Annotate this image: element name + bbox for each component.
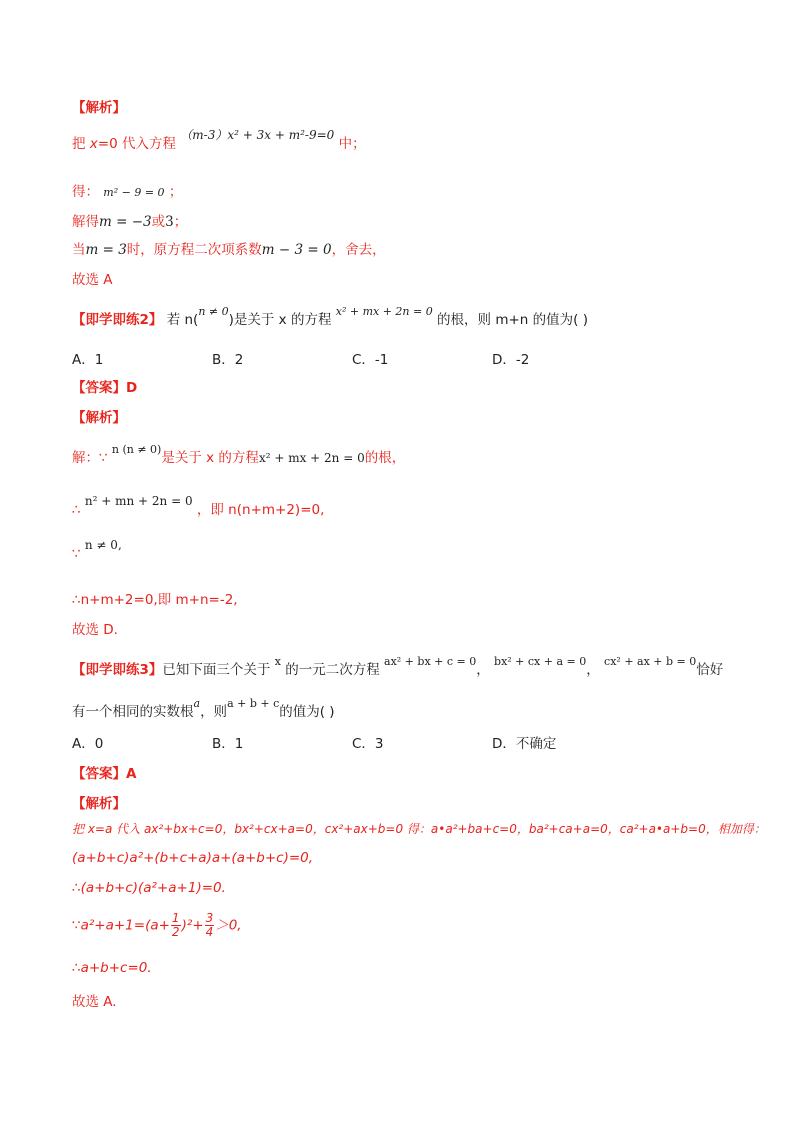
text: 当 [72,242,86,258]
q2-solution-line-2 [72,494,325,518]
question-3-cont [72,697,335,720]
question-tag: 【即学即练3】 [72,662,163,678]
text: 或 [151,214,166,230]
numerator: 1 [171,911,180,925]
q3-solution-line-3: ∴(a+b+c)(a²+a+1)=0. [72,880,226,896]
option-b: B．1 [212,736,244,752]
text: )是关于 x 的方程 [228,312,332,328]
text: 的值为( ) [279,704,335,720]
text: 的根， [364,450,406,466]
text: ， [586,662,600,678]
text: ； [173,214,188,230]
text: 有一个相同的实数根 [72,704,194,720]
denominator: 2 [171,925,180,939]
option-d: D．-2 [492,352,530,368]
text: 把 [72,136,90,152]
equation-2: bx² + cx + a = 0 [494,655,587,668]
text: ，舍去， [331,242,386,258]
q3-solution-line-5: ∴a+b+c=0. [72,960,152,976]
q3-solution-line-1: 把 x=a 代入 ax²+bx+c=0，bx²+cx+a=0，cx²+ax+b=0 得：a•a²+ba+c=0，ba²+ca+a=0，ca²+a•a+b=0，相加得： [72,822,766,836]
text: 解得 [72,214,99,230]
text: 的一元二次方程 [285,662,380,678]
solution-line-4 [72,238,386,258]
option-d: D．不确定 [492,736,557,752]
question-3 [72,655,724,678]
solution-line-3 [72,210,187,230]
text: 恰好 [696,662,724,678]
text: ∵ [72,546,81,562]
text: ，则 [200,704,228,720]
text: 解：∵ [72,450,108,466]
text: ∵a²+a+1=(a+ [72,917,170,934]
equation: x² + mx + 2n = 0 [335,305,433,318]
equation: n² + mn + 2n = 0 [84,494,193,508]
text: 是关于 x 的方程 [161,450,259,466]
q2-solution-line-3 [72,538,122,562]
text: 时，原方程二次项系数 [126,242,262,258]
equation: a + b + c [227,697,280,710]
jiexi-heading-2: 【解析】 [72,410,126,426]
q2-solution-line-4: ∴n+m+2=0,即 m+n=-2, [72,592,238,608]
equation-3: cx² + ax + b = 0 [604,655,697,668]
solution-line-2 [72,180,182,200]
text: 的根，则 m+n 的值为( ) [437,312,588,328]
text: 得： [72,184,99,200]
equation: m − 3 = 0 [261,242,332,258]
var-a: a [193,697,201,710]
numerator: 3 [205,911,214,925]
equation: n (n ≠ 0) [111,443,162,456]
q3-solution-conclusion: 故选 A. [72,994,117,1010]
question-2 [72,305,588,328]
equation-1: ax² + bx + c = 0 [384,655,477,668]
q3-solution-line-4 [72,912,242,939]
text: 中； [338,136,366,152]
equation: x² + mx + 2n = 0 [258,451,365,465]
text: ； [168,184,183,200]
equation: m = −3 [99,214,152,230]
option-a: A．1 [72,352,104,368]
equation: （m-3）x² + 3x + m²-9=0 [180,128,335,142]
text: ∴ [72,502,81,518]
denominator: 4 [205,925,214,939]
option-b: B．2 [212,352,244,368]
q2-solution-line-1 [72,443,406,466]
fraction-one-half [171,912,181,939]
text: 若 n( [166,312,199,328]
var-x: x [89,136,98,152]
solution-conclusion-1: 故选 A [72,272,113,288]
question-tag: 【即学即练2】 [72,312,163,328]
equation: 3 [165,214,174,230]
answer-2: 【答案】D [72,380,138,396]
answer-3: 【答案】A [72,766,137,782]
solution-line-1 [72,128,366,152]
var-x: x [274,655,281,668]
text: 已知下面三个关于 [162,662,271,678]
text: =0 代入方程 [97,136,176,152]
text: ＞0, [215,917,242,934]
fraction-three-quarters [205,912,215,939]
equation: m = 3 [85,242,127,258]
equation: n ≠ 0, [84,538,122,552]
equation: n ≠ 0 [198,305,229,318]
q3-solution-line-2: (a+b+c)a²+(b+c+a)a+(a+b+c)=0, [72,850,314,866]
option-a: A．0 [72,736,104,752]
text: ，即 n(n+m+2)=0, [196,502,325,518]
equation: m² − 9 = 0 [103,186,165,199]
text: ， [476,662,490,678]
jiexi-heading-1: 【解析】 [72,100,126,116]
option-c: C．-1 [352,352,389,368]
jiexi-heading-3: 【解析】 [72,796,126,812]
q2-solution-conclusion: 故选 D. [72,622,118,638]
option-c: C．3 [352,736,384,752]
text: )²+ [181,917,204,934]
